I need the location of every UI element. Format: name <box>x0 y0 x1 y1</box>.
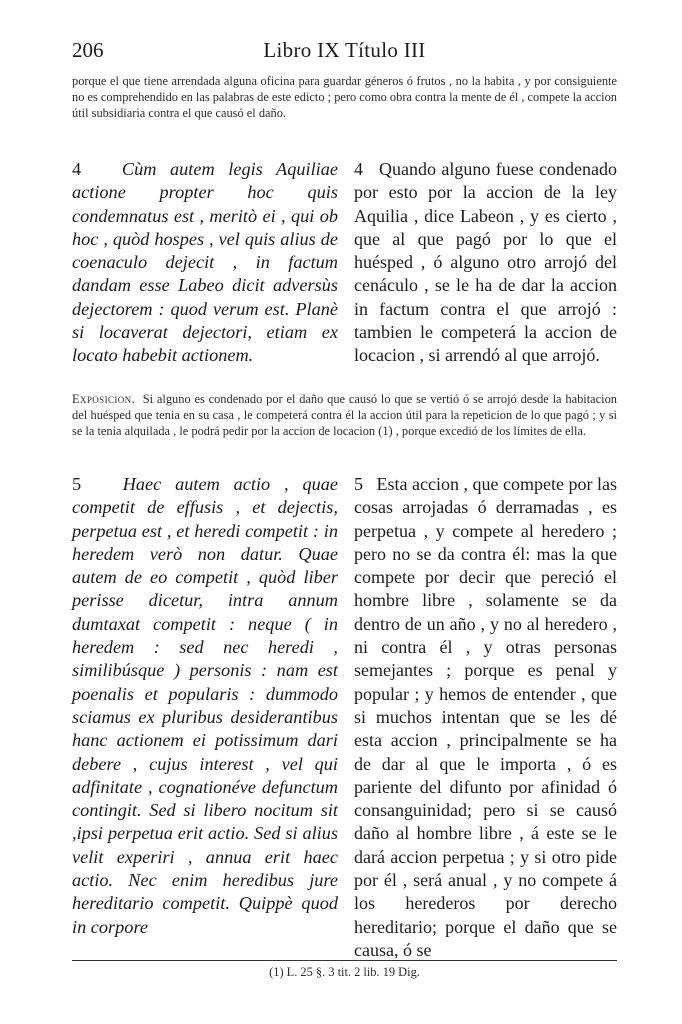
law-5-latin-text: Haec autem actio , quae competit de effusis , et dejectis, perpetua est , et heredi competit : in heredem verò non datur. Quae autem de eo competit , quòd liber perisse dicetur, intra annum dumtaxat competit : neque ( in heredem : sed nec heredi , similibúsque ) personis : nam est poenalis et popularis : dummodo sciamus ex pluribus desiderantibus hanc actionem ei potissimum dari debere , cujus interest , vel qui adfinitate , cognationéve defunctum contingit. Sed si libero nocitum sit ,ipsi perpetua erit actio. Sed si alius velit experiri , annua erit haec actio. Nec enim heredibus jure hereditario competit. Quippè quod in corpore <box>72 474 338 937</box>
page-number: 206 <box>72 38 104 62</box>
law-4-number-latin: 4 <box>72 159 82 179</box>
law-4-latin-text: Cùm autem legis Aquiliae actione propter hoc quis condemnatus est , meritò ei , qui ob hoc , quòd hospes , vel quis alius de coenaculo dejecit , in factum dandam esse Labeo dicit adversùs dejectorem : quod verum est. Planè si locaverat dejectori, etiam ex locato habebit actionem. <box>72 159 338 366</box>
law-4-spanish-text: Quando alguno fuese condenado por esto por la accion de la ley Aquilia , dice Labeon , y es cierto , que al que pagó por lo que el huésped , ó alguno otro arrojó del cenáculo , se le ha de dar la accion in factum contra el que arrojó : tambien le competerá la accion de locacion , si arrendó al que arrojó. <box>354 159 617 366</box>
commentary <box>72 391 617 439</box>
law-4-spanish <box>354 158 617 368</box>
law-4-latin <box>72 158 338 368</box>
footnote-divider <box>72 960 617 961</box>
commentary-label: Exposicion. <box>72 392 136 406</box>
law-5-number-spanish: 5 <box>354 474 363 494</box>
running-title: Libro IX Título III <box>263 38 426 62</box>
commentary-text: Si alguno es condenado por el daño que causó lo que se vertió ó se arrojó desde la habitacion del huésped que tenia en su casa , le competerá contra él la accion útil para la repeticion de lo que pagó ; y si se la tenia alquilada , le podrá pedir por la accion de locacion (1) , porque excedió de los límites de ella. <box>72 392 617 438</box>
law-5-latin <box>72 473 338 939</box>
law-4-number-spanish: 4 <box>354 159 363 179</box>
footnote: (1) L. 25 §. 3 tit. 2 lib. 19 Dig. <box>269 965 420 979</box>
page-header <box>72 38 617 64</box>
law-5-spanish-text: Esta accion , que compete por las cosas arrojadas ó derramadas , es perpetua , y compete al heredero ; pero no se da contra él: mas la que compete por decir que pereció el hombre libre , solamente se da dentro de un año , y no al heredero , ni contra él , y otras personas semejantes ; porque es penal y popular ; y hemos de entender , que si muchos intentan que se les dé esta accion , principalmente se ha de dar al que le importa , ó es pariente del difunto por afinidad ó consanguinidad; pero si se causó daño al hombre libre , á este se le dará accion perpetua ; y si otro pide por él , será anual , y no compete á los herederos por derecho hereditario; porque el daño que se causa, ó se <box>354 474 617 960</box>
law-5-spanish <box>354 473 617 962</box>
intro-paragraph: porque el que tiene arrendada alguna oficina para guardar géneros ó frutos , no la habita , y por consiguiente no es comprehendido en las palabras de este edicto ; pero como obra contra la mente de él , compete la accion útil subsidiaria contra el que causó el daño. <box>72 74 617 120</box>
law-5-number-latin: 5 <box>72 474 82 494</box>
